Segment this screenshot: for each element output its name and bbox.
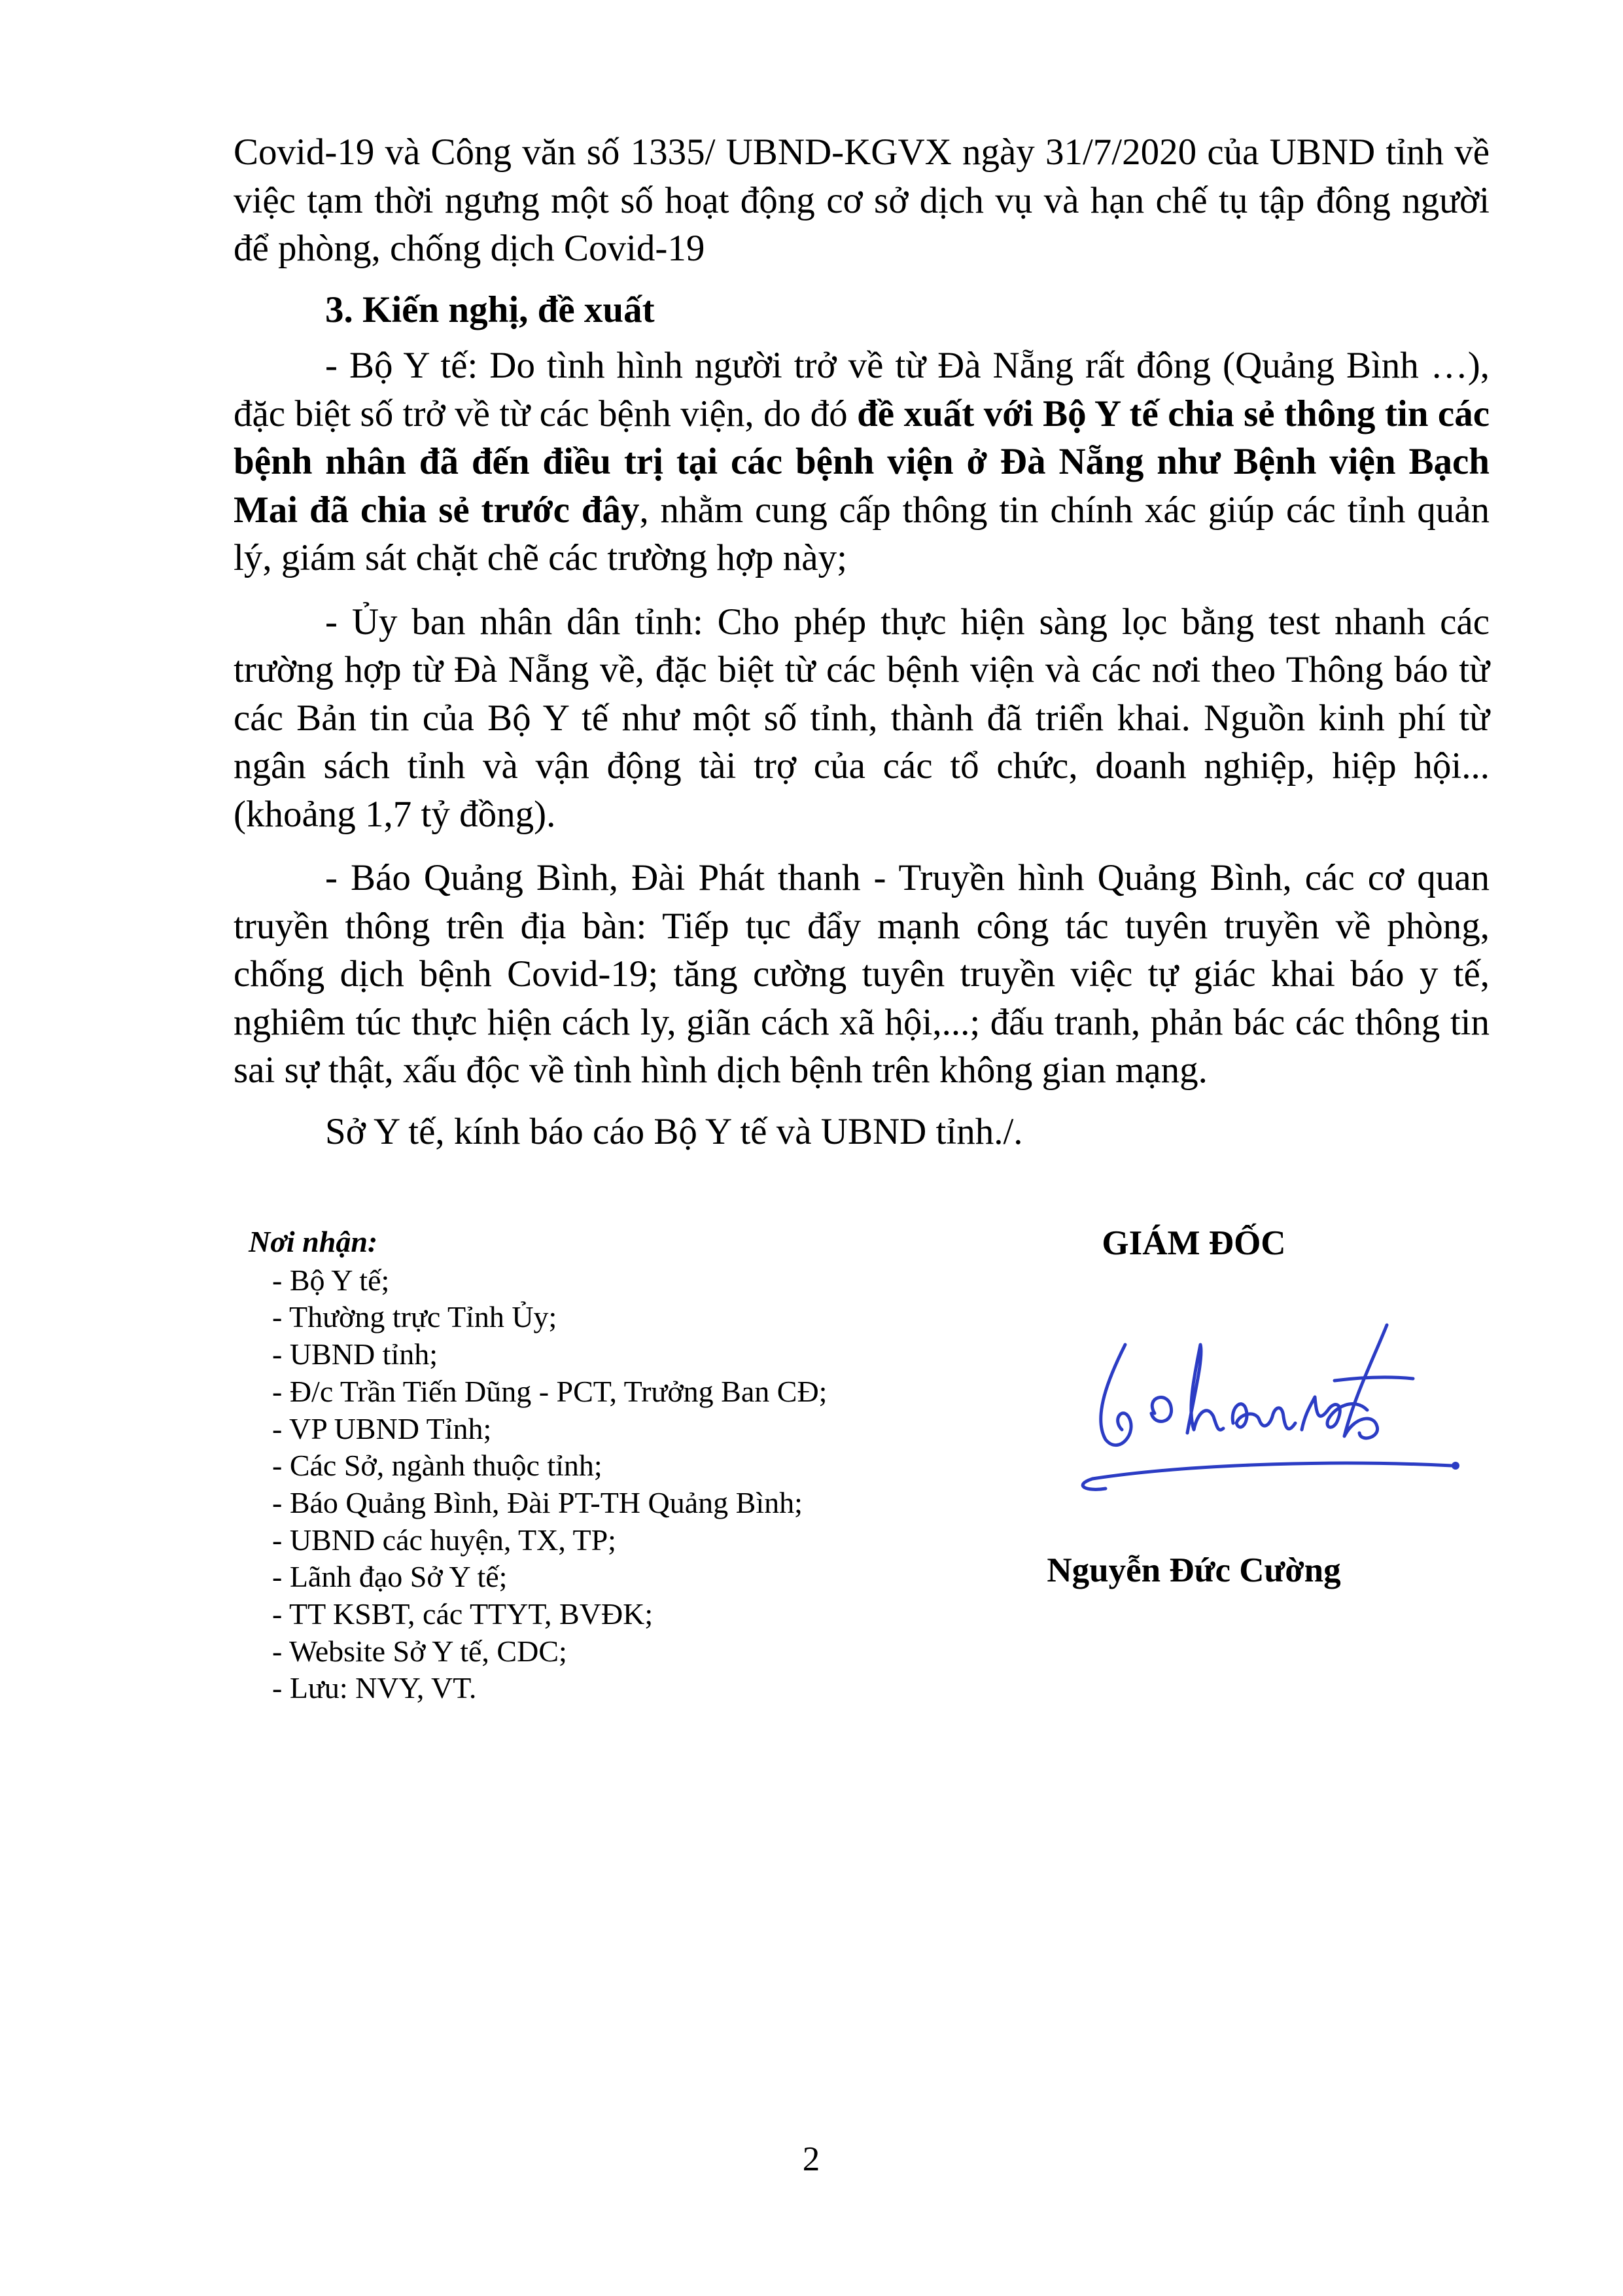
recipient-item: - Website Sở Y tế, CDC; bbox=[272, 1634, 567, 1668]
recipients-list bbox=[249, 1224, 968, 1707]
recipient-item: - UBND tỉnh; bbox=[272, 1337, 438, 1371]
recommendation-ministry-text-end: , nhằm cung cấp thông tin chính xác giúp các tỉnh quản lý, giám sát chặt chẽ các trường hợp này; bbox=[234, 489, 1490, 578]
recipients-title: Nơi nhận: bbox=[249, 1225, 378, 1258]
signer-name: Nguyễn Đức Cường bbox=[1047, 1551, 1341, 1589]
recipient-item: - Thường trực Tỉnh Ủy; bbox=[272, 1300, 557, 1334]
section-heading: 3. Kiến nghị, đề xuất bbox=[325, 289, 655, 330]
signature-dot bbox=[1452, 1462, 1459, 1470]
recommendation-province: - Ủy ban nhân dân tỉnh: Cho phép thực hiện sàng lọc bằng test nhanh các trường hợp từ Đà Nẵng về, đặc biệt từ các bệnh viện và các nơi theo Thông báo từ các Bản tin của Bộ Y tế như một số tỉnh, thành đã triển khai. Nguồn kinh phí từ ngân sách tỉnh và vận động tài trợ của các tổ chức, doanh nghiệp, hiệp hội... (khoảng 1,7 tỷ đồng). bbox=[234, 601, 1490, 835]
closing-line: Sở Y tế, kính báo cáo Bộ Y tế và UBND tỉnh./. bbox=[325, 1110, 1023, 1152]
recipient-item: - Đ/c Trần Tiến Dũng - PCT, Trưởng Ban CĐ; bbox=[272, 1374, 828, 1408]
handwritten-signature bbox=[1047, 1299, 1505, 1508]
recommendation-ministry-text: - Bộ Y tế: Do tình hình người trở về từ Đà Nẵng rất đông (Quảng Bình …), đặc biệt số trở về từ các bệnh viện, do đó bbox=[234, 345, 1490, 434]
recipient-item: - TT KSBT, các TTYT, BVĐK; bbox=[272, 1597, 654, 1631]
recipient-item: - Báo Quảng Bình, Đài PT-TH Quảng Bình; bbox=[272, 1485, 803, 1519]
recipient-item: - Các Sở, ngành thuộc tỉnh; bbox=[272, 1449, 602, 1483]
document-body bbox=[234, 128, 1490, 1156]
recommendation-ministry bbox=[234, 342, 1490, 582]
recommendation-ministry-emphasis: đề xuất với Bộ Y tế chia sẻ thông tin các bệnh nhân đã đến điều trị tại các bệnh viện ở Đà Nẵng như Bệnh viện Bạch Mai đã chia sẻ trước đây bbox=[234, 393, 1490, 531]
recipient-item: - Bộ Y tế; bbox=[272, 1263, 390, 1297]
recipient-item: - Lưu: NVY, VT. bbox=[272, 1671, 477, 1705]
intro-paragraph: Covid-19 và Công văn số 1335/ UBND-KGVX ngày 31/7/2020 của UBND tỉnh về việc tạm thời ngưng một số hoạt động cơ sở dịch vụ và hạn chế tụ tập đông người để phòng, chống dịch Covid-19 bbox=[234, 132, 1490, 269]
signer-title: GIÁM ĐỐC bbox=[1102, 1224, 1286, 1262]
recipient-item: - Lãnh đạo Sở Y tế; bbox=[272, 1560, 508, 1594]
recommendation-media: - Báo Quảng Bình, Đài Phát thanh - Truyền hình Quảng Bình, các cơ quan truyền thông trên địa bàn: Tiếp tục đẩy mạnh công tác tuyên truyền về phòng, chống dịch bệnh Covid-19; tăng cường tuyên truyền việc tự giác khai báo y tế, nghiêm túc thực hiện cách ly, giãn cách xã hội,...; đấu tranh, phản bác các thông tin sai sự thật, xấu độc về tình hình dịch bệnh trên không gian mạng. bbox=[234, 857, 1490, 1091]
signature-strokes bbox=[1083, 1325, 1452, 1489]
recipient-item: - UBND các huyện, TX, TP; bbox=[272, 1523, 616, 1557]
page-number: 2 bbox=[802, 2140, 820, 2178]
recipient-item: - VP UBND Tỉnh; bbox=[272, 1411, 492, 1445]
